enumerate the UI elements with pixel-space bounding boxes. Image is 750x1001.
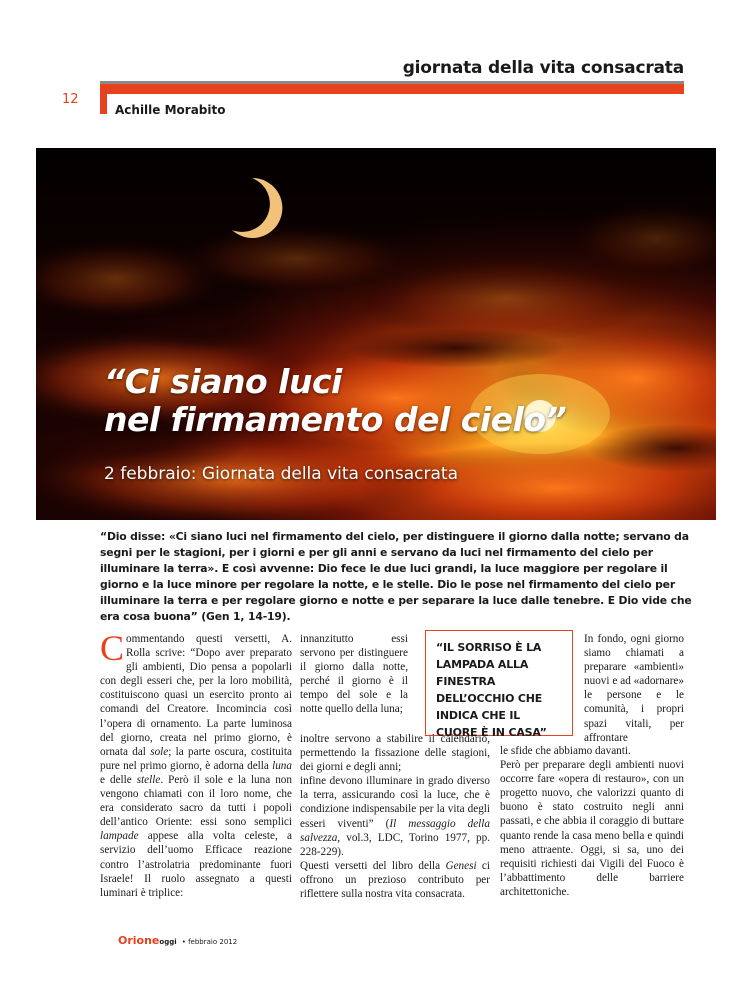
col1-em-lampade: lampade (100, 830, 139, 843)
lead-quote: “Dio disse: «Ci siano luci nel firmamento del cielo, per distinguere il giorno dalla notte; servano da segni per le stagioni, per i giorni e per gli anni e servano da luci nel firmamento del cielo per illuminare la terra». E così avvenne: Dio fece le due luci grandi, la luce maggiore per regolare il giorno e la luce minore per regolare la notte, e le stelle. Dio le pose nel firmamento del cielo per illuminare la terra e per regolare giorno e notte e per separare la luce dalle tenebre. E Dio vide che era cosa buona” (Gen 1, 14-19). (100, 530, 692, 623)
section-title: giornata della vita consacrata (402, 58, 684, 78)
body-column-2-bottom (300, 732, 490, 901)
footer-masthead (118, 929, 237, 948)
hero-title (104, 363, 664, 439)
author-name: Achille Morabito (115, 103, 226, 117)
col1-text-d: . Però il sole e la luna non vengono chiamati con il loro nome, che era considerato sacro da tutti i popoli dell’antico Oriente: essi sono semplici (100, 773, 292, 829)
hero-title-line2: nel firmamento del cielo” (104, 400, 567, 439)
body-column-3-bottom (500, 744, 684, 899)
col3-paragraph-2: Però per preparare degli ambienti nuovi occorre fare «opera di restauro», con un progetto nuovo, che valorizzi quanto di buono è stato costruito negli anni passati, e che abbia il coraggio di buttare quanto rende la casa meno bella e quindi meno attraente. Oggi, si sa, uno dei requisiti richiesti dai Vigili del Fuoco è l’abbattimento delle barriere architettoniche. (500, 759, 684, 898)
pull-quote-box: “IL SORRISO È LA LAMPADA ALLA FINESTRA DELL’OCCHIO CHE INDICA CHE IL CUORE È IN CASA” (425, 630, 573, 736)
hero-title-line1: “Ci siano luci (104, 362, 342, 401)
col1-em-sole: sole (150, 745, 169, 758)
body-column-3-top: In fondo, ogni giorno siamo chiamati a preparare «ambienti» nuovi e ad «adornare» le persone e le comunità, i propri spazi vitali, per affrontare (584, 633, 684, 744)
col1-text-b: ; la parte oscura, costituita pure nel primo giorno, è adorna della (100, 745, 292, 772)
body-column-2-top: innanzitutto essi servono per distinguere il giorno dalla notte, perché il giorno è il tempo del sole e la notte quello della luna; (300, 633, 408, 716)
col2-p4-b: ci offrono un prezioso contributo per riflettere sulla nostra vita consacrata. (300, 859, 490, 901)
header-rule-red-vertical (100, 84, 107, 114)
body-column-1 (100, 628, 292, 900)
col2-p4-em: Genesi (445, 859, 477, 872)
col1-text-a: ommentando questi versetti, A. Rolla scrive: “Dopo aver preparato gli ambienti, Dio pensa a popolarli con degli esseri che, per la loro mobilità, costituiscono quasi un esercito pronto ai comandi del Creatore. Incomincia così l’opera di ornamento. La parte luminosa del giorno, creata nel primo giorno, è ornata dal (100, 633, 292, 758)
col2-paragraph-3 (300, 774, 490, 859)
drop-cap: C (100, 628, 125, 668)
footer-brand: Orione (118, 934, 160, 947)
col2-paragraph-2: inoltre servono a stabilire il calendario, permettendo la fissazione delle stagioni, dei giorni e degli anni; (300, 733, 490, 774)
col2-p3-b: , vol.3, LDC, Torino 1977, pp. 228-229). (300, 831, 490, 858)
col1-em-stelle: stelle (136, 773, 161, 786)
header-rule-red (100, 84, 684, 94)
col2-paragraph-4 (300, 859, 490, 901)
col2-p3-em: Il messaggio della salvezza (300, 817, 490, 844)
footer-oggi: oggi (159, 938, 177, 946)
hero-subtitle: 2 febbraio: Giornata della vita consacrata (104, 464, 458, 484)
col2-p4-a: Questi versetti del libro della (300, 859, 446, 872)
page-number: 12 (62, 92, 79, 107)
col2-p3-a: infine devono illuminare in grado diverso la terra, assicurando così la luce, che è condizione indispensabile per la vita degli esseri viventi” ( (300, 775, 490, 830)
footer-date: • febbraio 2012 (181, 938, 238, 946)
col3-continuation: le sfide che abbiamo davanti. (500, 745, 631, 757)
col1-text-c: e delle (100, 773, 137, 786)
col1-text-e: appese alla volta celeste, a servizio dell’uomo Efficace reazione contro l’astrolatria predominante fuori Israele! Il ruolo assegnato a questi luminari è triplice: (100, 830, 292, 899)
col1-em-luna: luna (272, 759, 292, 772)
